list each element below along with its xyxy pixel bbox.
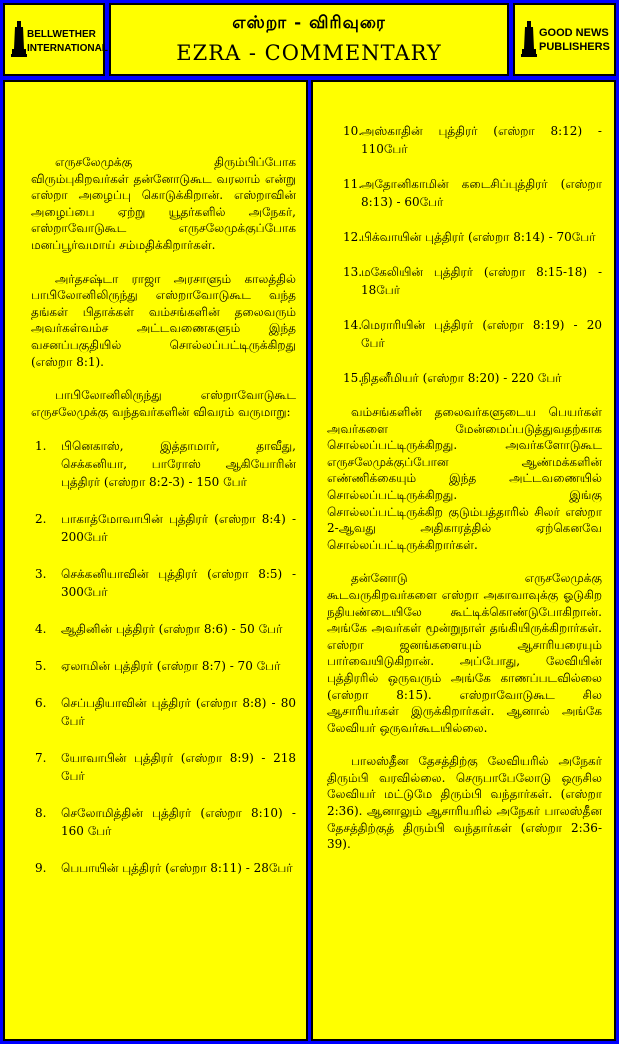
paragraph: பாபிலோனிலிருந்து எஸ்றாவோடுகூட எருசலேமுக்கு வந்தவர்களின் விவரம் வருமாறு:: [31, 388, 296, 419]
paragraph: பாலஸ்தீன தேசத்திற்கு லேவியரில் அநேகர் திரும்பி வரவில்லை. செருபாபேலோடு ஒருசில லேவியர் மட்டுமே திரும்பி வந்தார்கள். (எஸ்றா 2:36). ஆனாலும் ஆசாரியரில் அநேகர் பாலஸ்தீன தேசத்திற்குத் திரும்பி வந்தார்கள் (எஸ்றா 2:36-39).: [327, 754, 602, 852]
list-item: 11. அதோனிகாமின் கடைசிப்புத்திரர் (எஸ்றா 8:13) - 60பேர்: [343, 177, 602, 209]
list: [327, 122, 602, 387]
list-item: 12. பிக்வாயின் புத்திரர் (எஸ்றா 8:14) - 70பேர்: [343, 230, 596, 244]
paragraph: வம்சங்களின் தலைவர்களுடைய பெயர்கள் அவர்களை மேன்மைப்படுத்துவதற்காக சொல்லப்பட்டிருக்கிறது. அவர்களோடுகூட எருசலேமுக்குப்போன ஆண்மக்களின் எண்ணிக்கையும் இந்த அட்டவணையில் சொல்லப்பட்டிருக்கிறது. இங்கு சொல்லப்பட்டிருக்கிற குடும்பத்தாரில் சிலர் எஸ்றா 2-ஆவது அதிகாரத்தில் ஏற்கெனவே சொல்லப்பட்டிருக்கிறார்கள்.: [327, 405, 602, 552]
list-item: 5. ஏலாமின் புத்திரர் (எஸ்றா 8:7) - 70 பேர்: [35, 659, 281, 674]
list-item: 1. பினெகாஸ், இத்தாமார், தாவீது, செக்கனியா, பாரோஸ் ஆகியோரின் புத்திரர் (எஸ்றா 8:2-3) - 150 பேர்: [35, 439, 296, 490]
left-column: [3, 80, 308, 1041]
list-item: 14. மெராரியின் புத்திரர் (எஸ்றா 8:19) - 20 பேர்: [343, 318, 602, 350]
logo-line-1: BELLWETHER: [27, 29, 96, 40]
list-item: 4. ஆதினின் புத்திரர் (எஸ்றா 8:6) - 50 பேர்: [35, 622, 283, 637]
paragraph: அர்தசஷ்டா ராஜா அரசாளும் காலத்தில் பாபிலோனிலிருந்து எஸ்றாவோடுகூட வந்த தங்கள் பிதாக்கள் வம்சங்களின் தலைவரும் அவர்கள்வம்ச அட்டவணைகளும் இந்த வசனப்பகுதியில் சொல்லப்பட்டிருக்கிறது (எஸ்றா 8:1).: [31, 271, 296, 369]
paragraph: தன்னோடு எருசலேமுக்கு கூடவருகிறவர்களை எஸ்றா அகாவாவுக்கு ஓடுகிற நதியண்டையிலே கூட்டிக்கொண்டுபோகிறான். அங்கே அவர்கள் மூன்றுநாள் தங்கியிருக்கிறார்கள். எஸ்றா ஜனங்களையும் ஆசாரியரையும் பார்வையிடுகிறான். அப்போது, லேவியின் புத்திரரில் ஒருவரும் அங்கே காணப்படவில்லை (எஸ்றா 8:15). எஸ்றாவோடுகூட சில ஆசாரியர்கள் இருக்கிறார்கள். ஆனால் அங்கே லேவியர் ஒருவர்கூடயில்லை.: [327, 571, 602, 735]
bellwether-icon: [11, 19, 27, 59]
list: [31, 437, 296, 877]
list-item: 13. மகேலியின் புத்திரர் (எஸ்றா 8:15-18) - 18பேர்: [343, 265, 602, 297]
list-item: 15. நிதனீமியர் (எஸ்றா 8:20) - 220 பேர்: [343, 371, 562, 385]
goodnews-logo: [513, 3, 616, 76]
bellwether-icon: [521, 19, 537, 59]
logo-line-2: INTERNATIONAL: [27, 43, 108, 54]
logo-line-1: GOOD NEWS: [539, 27, 609, 39]
list-item: 2. பாகாத்மோவாபின் புத்திரர் (எஸ்றா 8:4) - 200பேர்: [35, 512, 296, 545]
paragraph: எருசலேமுக்கு திரும்பிப்போக விரும்புகிறவர்கள் தன்னோடுகூட வரலாம் என்று எஸ்றா அழைப்பு கொடுக்கிறான். எஸ்றாவின் அழைப்பை ஏற்று யூதர்களில் அநேகர், எஸ்றாவோடுகூட எருசலேமுக்குப்போக மனப்பூர்வமாய் சம்மதிக்கிறார்கள்.: [31, 155, 296, 252]
bellwether-logo: [3, 3, 108, 76]
list-item: 9. பெபாயின் புத்திரர் (எஸ்றா 8:11) - 28பேர்: [35, 861, 293, 876]
list-item: 7. யோவாபின் புத்திரர் (எஸ்றா 8:9) - 218 பேர்: [35, 751, 296, 784]
list-item: 3. செக்கனியாவின் புத்திரர் (எஸ்றா 8:5) - 300பேர்: [35, 567, 296, 600]
right-column: [311, 80, 616, 1041]
title-english: EZRA - COMMENTARY: [176, 41, 442, 65]
logo-line-2: PUBLISHERS: [539, 41, 610, 53]
list-item: 8. செலோமித்தின் புத்திரர் (எஸ்றா 8:10) - 160 பேர்: [35, 806, 296, 839]
title-tamil: எஸ்றா - விரிவுரை: [232, 13, 386, 33]
list-item: 10. அஸ்காதின் புத்திரர் (எஸ்றா 8:12) - 110பேர்: [343, 124, 602, 156]
list-item: 6. செப்பதியாவின் புத்திரர் (எஸ்றா 8:8) - 80 பேர்: [35, 696, 296, 729]
page-header: [109, 3, 509, 76]
